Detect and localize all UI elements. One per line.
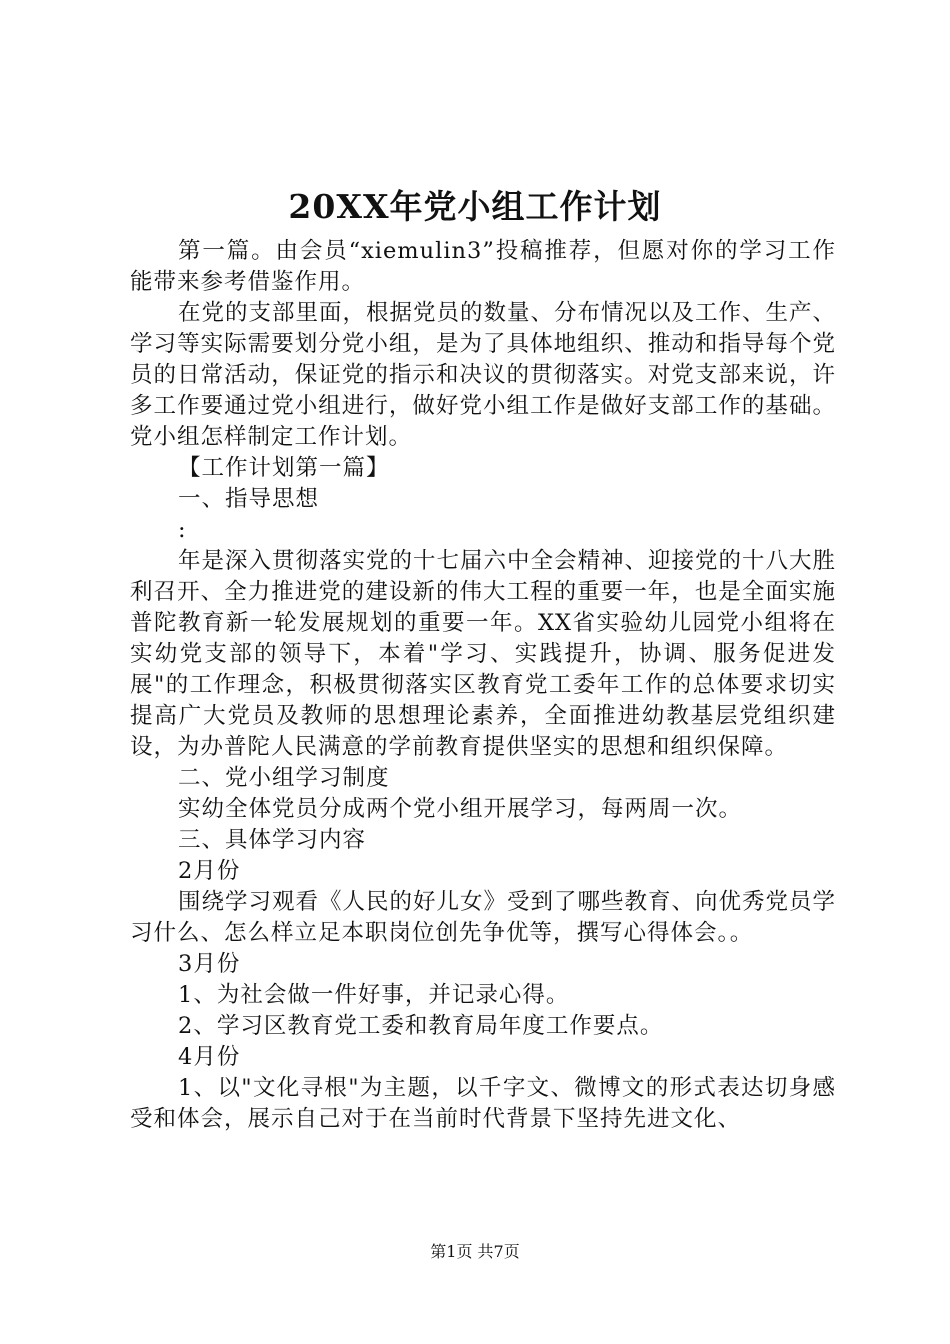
page-footer: 第1页 共7页 — [430, 1242, 520, 1261]
document-body — [130, 236, 836, 1135]
section-heading: 一、指导思想 — [178, 486, 320, 512]
section-heading: 三、具体学习内容 — [178, 827, 367, 853]
paragraph: 第一篇。由会员“xiemulin3”投稿推荐，但愿对你的学习工作能带来参考借鉴作用。 — [130, 238, 836, 295]
list-item: 1、以"文化寻根"为主题，以千字文、微博文的形式表达切身感受和体会，展示自己对于在当前时代背景下坚持先进文化、 — [130, 1075, 836, 1132]
paragraph: : — [178, 517, 187, 543]
month-heading: 2月份 — [178, 858, 241, 884]
paragraph: 年是深入贯彻落实党的十七届六中全会精神、迎接党的十八大胜利召开、全力推进党的建设新的伟大工程的重要一年，也是全面实施普陀教育新一轮发展规划的重要一年。XX省实验幼儿园党小组将在实幼党支部的领导下，本着"学习、实践提升，协调、服务促进发展"的工作理念，积极贯彻落实区教育党工委年工作的总体要求切实提高广大党员及教师的思想理论素养，全面推进幼教基层党组织建设，为办普陀人民满意的学前教育提供坚实的思想和组织保障。 — [130, 548, 837, 760]
month-heading: 4月份 — [178, 1044, 241, 1070]
paragraph: 实幼全体党员分成两个党小组开展学习，每两周一次。 — [178, 796, 743, 822]
paragraph: 围绕学习观看《人民的好儿女》受到了哪些教育、向优秀党员学习什么、怎么样立足本职岗位创先争优等，撰写心得体会。。 — [130, 889, 837, 946]
list-item: 1、为社会做一件好事，并记录心得。 — [178, 982, 570, 1008]
list-item: 2、学习区教育党工委和教育局年度工作要点。 — [178, 1013, 664, 1039]
document-title: 20XX年党小组工作计划 — [288, 187, 662, 226]
section-heading: 二、党小组学习制度 — [178, 765, 390, 791]
section-heading: 【工作计划第一篇】 — [178, 455, 390, 481]
paragraph: 在党的支部里面，根据党员的数量、分布情况以及工作、生产、学习等实际需要划分党小组，是为了具体地组织、推动和指导每个党员的日常活动，保证党的指示和决议的贯彻落实。对党支部来说，许多工作要通过党小组进行，做好党小组工作是做好支部工作的基础。党小组怎样制定工作计划。 — [130, 300, 837, 450]
month-heading: 3月份 — [178, 951, 241, 977]
